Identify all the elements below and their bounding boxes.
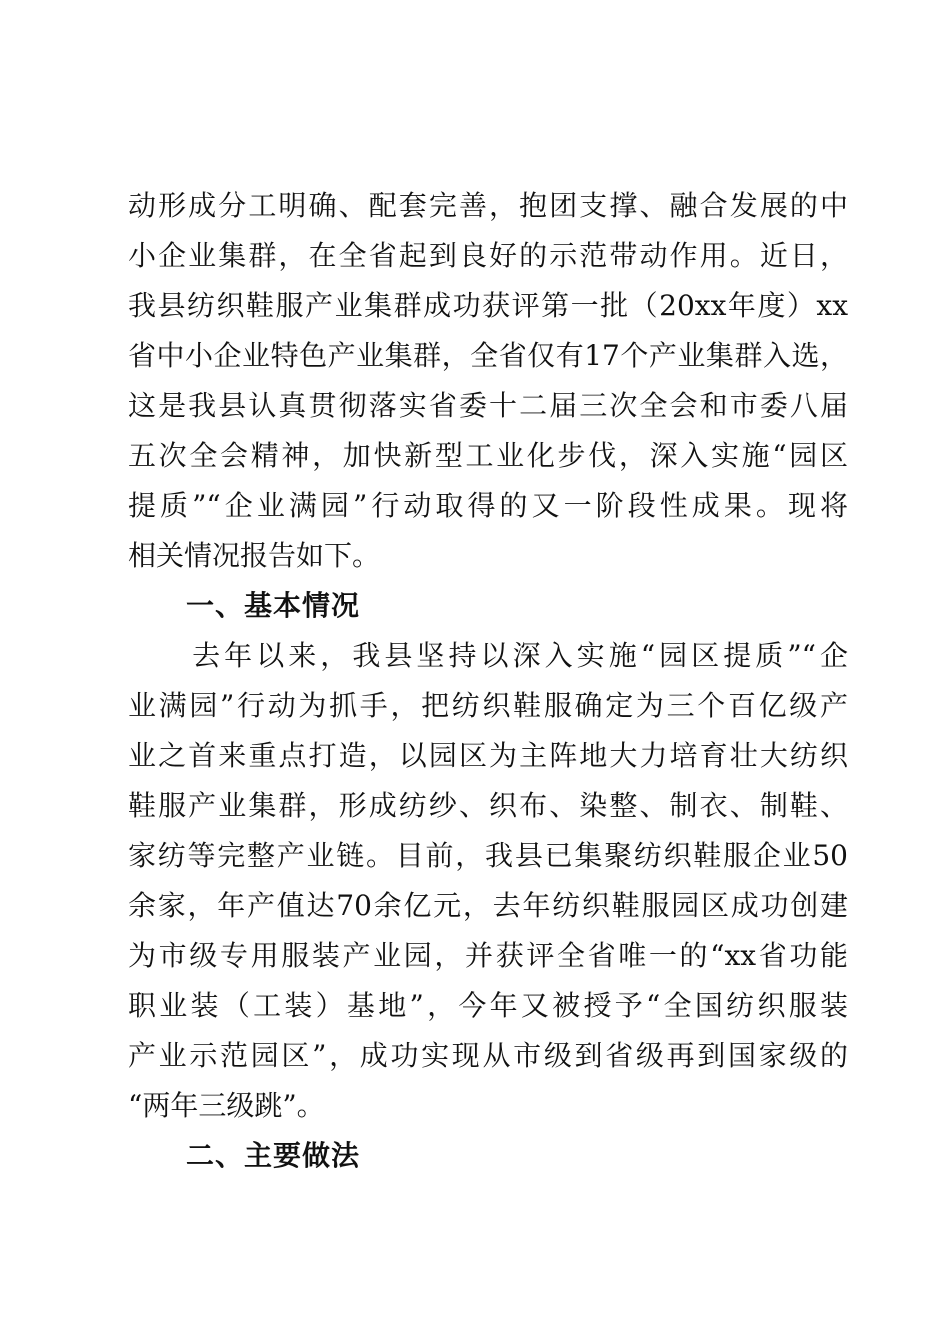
section-heading-main-practices: 二、主要做法 bbox=[186, 1139, 361, 1172]
section1-line-1: 去年以来，我县坚持以深入实施“园区提质”“企 bbox=[128, 639, 848, 672]
intro-line-8: 相关情况报告如下。 bbox=[128, 539, 381, 572]
intro-line-7: 提质”“企业满园”行动取得的又一阶段性成果。现将 bbox=[128, 489, 848, 522]
section1-line-5: 家纺等完整产业链。目前，我县已集聚纺织鞋服企业50 bbox=[128, 839, 848, 872]
section1-line-4: 鞋服产业集群，形成纺纱、织布、染整、制衣、制鞋、 bbox=[128, 789, 848, 822]
section-heading-basic-situation: 一、基本情况 bbox=[186, 589, 361, 622]
intro-line-6: 五次全会精神，加快新型工业化步伐，深入实施“园区 bbox=[128, 439, 848, 472]
section1-line-8: 职业装（工装）基地”，今年又被授予“全国纺织服装 bbox=[128, 989, 848, 1022]
intro-line-1: 动形成分工明确、配套完善，抱团支撑、融合发展的中 bbox=[128, 189, 848, 222]
section1-line-9: 产业示范园区”，成功实现从市级到省级再到国家级的 bbox=[128, 1039, 848, 1072]
section1-line-6: 余家，年产值达70余亿元，去年纺织鞋服园区成功创建 bbox=[128, 889, 848, 922]
section1-line-7: 为市级专用服装产业园，并获评全省唯一的“xx省功能 bbox=[128, 939, 848, 972]
intro-line-4: 省中小企业特色产业集群，全省仅有17个产业集群入选， bbox=[128, 339, 848, 372]
intro-line-3: 我县纺织鞋服产业集群成功获评第一批（20xx年度）xx bbox=[128, 289, 848, 322]
section1-line-3: 业之首来重点打造，以园区为主阵地大力培育壮大纺织 bbox=[128, 739, 848, 772]
intro-line-5: 这是我县认真贯彻落实省委十二届三次全会和市委八届 bbox=[128, 389, 848, 422]
section1-line-10: “两年三级跳”。 bbox=[128, 1089, 325, 1122]
section1-line-2: 业满园”行动为抓手，把纺织鞋服确定为三个百亿级产 bbox=[128, 689, 848, 722]
intro-line-2: 小企业集群，在全省起到良好的示范带动作用。近日， bbox=[128, 239, 848, 272]
